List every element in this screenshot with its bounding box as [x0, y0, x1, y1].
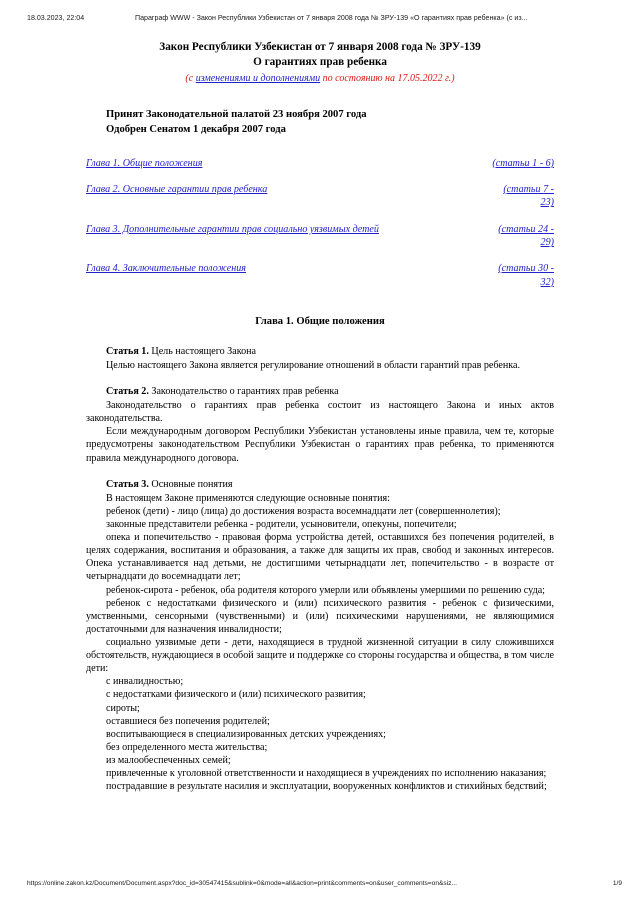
article-3-heading: Основные понятия: [148, 478, 233, 490]
print-header: [0, 14, 640, 28]
toc-chapter-link-2[interactable]: [86, 183, 275, 196]
definition-item-without-parental-care: оставшиеся без попечения родителей;: [106, 715, 270, 727]
table-of-contents: [86, 157, 554, 289]
toc-row: [86, 157, 554, 170]
article-2-title: [86, 385, 554, 398]
document-title-line-1: Закон Республики Узбекистан от 7 января 2008 года № ЗРУ-139: [159, 41, 481, 53]
toc-row: [86, 262, 554, 289]
toc-chapter-link-4[interactable]: [86, 262, 254, 275]
toc-chapter-label-2[interactable]: Глава 2. Основные гарантии прав ребенка: [86, 184, 268, 196]
article-1-title: [86, 345, 554, 358]
amendment-prefix: (с: [185, 72, 196, 84]
document-title: [86, 40, 554, 70]
definition-item-low-income-families: из малообеспеченных семей;: [106, 754, 231, 766]
print-footer: [0, 880, 640, 887]
definition-developmental-disability: ребенок с недостатками физического и (или) психического развития - ребенок с физическими, умственными, сенсорными (чувственными) и (или) психическими нарушениями, не являющимися достаточными для назначения инвалидности;: [86, 597, 554, 635]
print-header-date: 18.03.2023, 22:04: [27, 14, 85, 22]
article-3-number: Статья 3.: [106, 478, 149, 490]
definition-orphan: ребенок-сирота - ребенок, оба родителя которого умерли или объявлены умершими по решению суда;: [106, 584, 545, 596]
adoption-block: [86, 107, 554, 137]
definition-item-specialized-institutions: воспитывающиеся в специализированных детских учреждениях;: [106, 728, 386, 740]
toc-range-label-4[interactable]: (статьи 30 - 32): [498, 263, 554, 288]
definition-child: ребенок (дети) - лицо (лица) до достижения возраста восемнадцати лет (совершеннолетия);: [106, 505, 501, 517]
amendment-note: [86, 72, 554, 85]
article-2-paragraph-2: Если международным договором Республики Узбекистан установлены иные правила, чем те, которые предусмотрены законодательством Республики Узбекистан о гарантиях прав ребенка, то применяются правила международного договора.: [86, 426, 554, 464]
chapter-heading: Глава 1. Общие положения: [255, 316, 385, 328]
definition-item-orphans: сироты;: [106, 702, 140, 714]
article-1-heading: Цель настоящего Закона: [148, 345, 257, 357]
toc-chapter-label-4[interactable]: Глава 4. Заключительные положения: [86, 263, 246, 275]
definition-item-no-fixed-residence: без определенного места жительства;: [106, 741, 268, 753]
article-2-paragraph-1: Законодательство о гарантиях прав ребенка состоит из настоящего Закона и иных актов законодательства.: [86, 400, 554, 425]
toc-range-3[interactable]: [492, 223, 554, 250]
article-3-paragraph-1: В настоящем Законе применяются следующие основные понятия:: [106, 492, 390, 504]
article-1: [86, 345, 554, 372]
article-1-paragraph-1: Целью настоящего Закона является регулирование отношений в области гарантий прав ребенка.: [106, 359, 521, 371]
print-footer-page-number: 1/9: [612, 880, 622, 887]
toc-chapter-label-1[interactable]: Глава 1. Общие положения: [86, 157, 203, 169]
definition-item-developmental: с недостатками физического и (или) психического развития;: [106, 689, 366, 701]
document-page: [86, 40, 554, 806]
toc-row: [86, 183, 554, 210]
toc-range-label-1[interactable]: (статьи 1 - 6): [492, 157, 554, 169]
document-title-line-2: О гарантиях прав ребенка: [253, 55, 387, 68]
toc-range-label-2[interactable]: (статьи 7 - 23): [503, 184, 554, 209]
toc-chapter-link-3[interactable]: [86, 223, 387, 236]
article-3: [86, 478, 554, 794]
article-1-number: Статья 1.: [106, 345, 149, 357]
toc-range-4[interactable]: [492, 262, 554, 289]
article-3-title: [86, 478, 554, 491]
article-2-number: Статья 2.: [106, 386, 149, 398]
article-2-heading: Законодательство о гарантиях прав ребенка: [148, 386, 339, 398]
article-3-definitions: [86, 505, 554, 793]
definition-legal-representatives: законные представители ребенка - родители, усыновители, опекуны, попечители;: [106, 519, 457, 530]
toc-chapter-link-1[interactable]: [86, 157, 210, 170]
definition-item-disability: с инвалидностью;: [106, 676, 184, 688]
definition-item-violence-victims: пострадавшие в результате насилия и эксплуатации, вооруженных конфликтов и стихийных бедствий;: [106, 781, 547, 793]
definition-item-criminal-liability: привлеченные к уголовной ответственности и находящиеся в учреждениях по исполнению наказания;: [106, 768, 547, 780]
toc-range-2[interactable]: [492, 183, 554, 210]
toc-chapter-label-3[interactable]: Глава 3. Дополнительные гарантии прав социально уязвимых детей: [86, 223, 379, 235]
toc-range-label-3[interactable]: (статьи 24 - 29): [498, 223, 554, 249]
amendment-suffix: по состоянию на 17.05.2022 г.): [320, 72, 455, 84]
definition-socially-vulnerable: социально уязвимые дети - дети, находящиеся в трудной жизненной ситуации в силу сложившихся обстоятельств, нуждающиеся в особой защите и поддержке со стороны государства и общества, в том числе дети:: [86, 636, 554, 675]
print-footer-url: https://online.zakon.kz/Document/Document.aspx?doc_id=30547415&sublink=0&mode=all&action=print&comments=on&user_comments=on&siz...: [27, 880, 457, 887]
print-header-title: Параграф WWW - Закон Республики Узбекистан от 7 января 2008 года № ЗРУ-139 «О гарантиях прав ребенка» (с из...: [135, 14, 528, 22]
definition-guardianship: опека и попечительство - правовая форма устройства детей, оставшихся без попечения родителей, в целях содержания, воспитания и образования, а также для защиты их прав, свобод и законных интересов. Опека устанавливается над детьми, не достигшими четырнадцати лет, попечительство - в возрасте от четырнадцати до восемнадцати лет;: [86, 532, 554, 583]
amendment-link[interactable]: изменениями и дополнениями: [195, 72, 321, 84]
adoption-line-legislative-chamber: Принят Законодательной палатой 23 ноября 2007 года: [106, 108, 367, 120]
toc-range-1[interactable]: [492, 157, 554, 170]
adoption-line-senate: Одобрен Сенатом 1 декабря 2007 года: [106, 123, 286, 135]
article-2: [86, 385, 554, 465]
toc-row: [86, 223, 554, 250]
